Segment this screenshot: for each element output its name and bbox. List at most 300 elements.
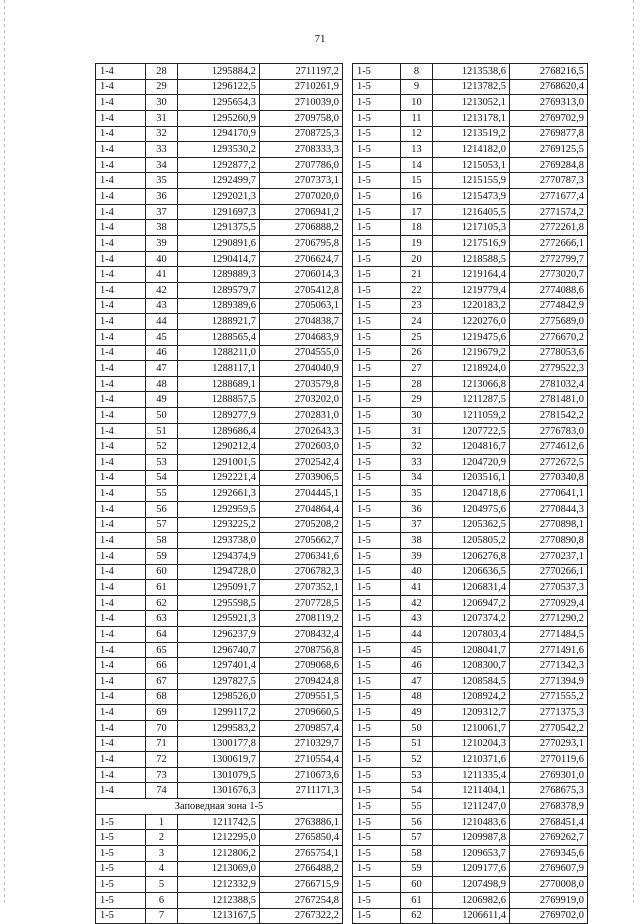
table-row bbox=[96, 767, 343, 783]
zone-cell: 1-4 bbox=[96, 533, 146, 549]
point-number-cell: 32 bbox=[146, 126, 178, 142]
y-coordinate-cell: 2702643,3 bbox=[260, 423, 343, 439]
table-row bbox=[96, 392, 343, 408]
zone-cell: 1-5 bbox=[96, 877, 146, 893]
y-coordinate-cell: 2775689,0 bbox=[510, 314, 588, 330]
table-row bbox=[353, 642, 588, 658]
point-number-cell: 73 bbox=[146, 767, 178, 783]
table-row bbox=[96, 110, 343, 126]
point-number-cell: 49 bbox=[401, 705, 433, 721]
point-number-cell: 11 bbox=[401, 110, 433, 126]
table-row bbox=[96, 720, 343, 736]
y-coordinate-cell: 2709857,4 bbox=[260, 720, 343, 736]
x-coordinate-cell: 1209987,8 bbox=[433, 830, 510, 846]
zone-cell: 1-5 bbox=[353, 361, 401, 377]
y-coordinate-cell: 2705063,1 bbox=[260, 298, 343, 314]
zone-cell: 1-4 bbox=[96, 611, 146, 627]
point-number-cell: 14 bbox=[401, 157, 433, 173]
table-row bbox=[96, 79, 343, 95]
zone-cell: 1-5 bbox=[353, 329, 401, 345]
x-coordinate-cell: 1219779,4 bbox=[433, 282, 510, 298]
zone-cell: 1-5 bbox=[353, 142, 401, 158]
x-coordinate-cell: 1292877,2 bbox=[178, 157, 260, 173]
table-row bbox=[353, 142, 588, 158]
x-coordinate-cell: 1292661,3 bbox=[178, 486, 260, 502]
table-row bbox=[96, 642, 343, 658]
table-row bbox=[353, 470, 588, 486]
y-coordinate-cell: 2706941,2 bbox=[260, 204, 343, 220]
y-coordinate-cell: 2704040,9 bbox=[260, 361, 343, 377]
point-number-cell: 68 bbox=[146, 689, 178, 705]
point-number-cell: 33 bbox=[146, 142, 178, 158]
table-row bbox=[96, 220, 343, 236]
y-coordinate-cell: 2770266,1 bbox=[510, 564, 588, 580]
zone-cell: 1-5 bbox=[353, 783, 401, 799]
point-number-cell: 38 bbox=[146, 220, 178, 236]
x-coordinate-cell: 1289579,7 bbox=[178, 282, 260, 298]
zone-cell: 1-5 bbox=[353, 689, 401, 705]
table-row bbox=[353, 64, 588, 80]
y-coordinate-cell: 2711197,2 bbox=[260, 64, 343, 80]
x-coordinate-cell: 1301079,5 bbox=[178, 767, 260, 783]
zone-cell: 1-4 bbox=[96, 267, 146, 283]
table-row bbox=[96, 314, 343, 330]
table-row bbox=[353, 189, 588, 205]
point-number-cell: 4 bbox=[146, 861, 178, 877]
point-number-cell: 21 bbox=[401, 267, 433, 283]
table-row bbox=[96, 830, 343, 846]
y-coordinate-cell: 2770641,1 bbox=[510, 486, 588, 502]
table-row bbox=[353, 627, 588, 643]
table-row bbox=[353, 705, 588, 721]
point-number-cell: 58 bbox=[401, 846, 433, 862]
x-coordinate-cell: 1213782,5 bbox=[433, 79, 510, 95]
zone-cell: 1-4 bbox=[96, 142, 146, 158]
x-coordinate-cell: 1213538,6 bbox=[433, 64, 510, 80]
y-coordinate-cell: 2708725,3 bbox=[260, 126, 343, 142]
zone-cell: 1-5 bbox=[353, 611, 401, 627]
table-row bbox=[96, 846, 343, 862]
x-coordinate-cell: 1297401,4 bbox=[178, 658, 260, 674]
table-row bbox=[96, 658, 343, 674]
table-row bbox=[96, 892, 343, 908]
zone-cell: 1-5 bbox=[353, 580, 401, 596]
table-row bbox=[96, 126, 343, 142]
y-coordinate-cell: 2765850,4 bbox=[260, 830, 343, 846]
x-coordinate-cell: 1204975,6 bbox=[433, 501, 510, 517]
x-coordinate-cell: 1290212,4 bbox=[178, 439, 260, 455]
x-coordinate-cell: 1203516,1 bbox=[433, 470, 510, 486]
point-number-cell: 72 bbox=[146, 752, 178, 768]
y-coordinate-cell: 2708756,8 bbox=[260, 642, 343, 658]
point-number-cell: 64 bbox=[146, 627, 178, 643]
x-coordinate-cell: 1290414,7 bbox=[178, 251, 260, 267]
point-number-cell: 56 bbox=[146, 501, 178, 517]
table-row bbox=[96, 142, 343, 158]
zone-cell: 1-4 bbox=[96, 64, 146, 80]
zone-cell: 1-5 bbox=[96, 846, 146, 862]
table-row bbox=[96, 236, 343, 252]
x-coordinate-cell: 1213519,2 bbox=[433, 126, 510, 142]
y-coordinate-cell: 2771290,2 bbox=[510, 611, 588, 627]
y-coordinate-cell: 2769301,0 bbox=[510, 767, 588, 783]
table-row bbox=[96, 627, 343, 643]
y-coordinate-cell: 2706888,2 bbox=[260, 220, 343, 236]
table-row bbox=[96, 877, 343, 893]
point-number-cell: 61 bbox=[146, 580, 178, 596]
x-coordinate-cell: 1219164,4 bbox=[433, 267, 510, 283]
y-coordinate-cell: 2770537,3 bbox=[510, 580, 588, 596]
y-coordinate-cell: 2781542,2 bbox=[510, 408, 588, 424]
x-coordinate-cell: 1288211,0 bbox=[178, 345, 260, 361]
x-coordinate-cell: 1293738,0 bbox=[178, 533, 260, 549]
y-coordinate-cell: 2765754,1 bbox=[260, 846, 343, 862]
table-row bbox=[96, 282, 343, 298]
table-row bbox=[96, 251, 343, 267]
x-coordinate-cell: 1292499,7 bbox=[178, 173, 260, 189]
y-coordinate-cell: 2769919,0 bbox=[510, 892, 588, 908]
point-number-cell: 58 bbox=[146, 533, 178, 549]
zone-cell: 1-5 bbox=[353, 376, 401, 392]
table-row bbox=[353, 892, 588, 908]
y-coordinate-cell: 2769125,5 bbox=[510, 142, 588, 158]
y-coordinate-cell: 2774088,6 bbox=[510, 282, 588, 298]
y-coordinate-cell: 2763886,1 bbox=[260, 814, 343, 830]
table-row bbox=[353, 79, 588, 95]
x-coordinate-cell: 1206947,2 bbox=[433, 595, 510, 611]
zone-cell: 1-4 bbox=[96, 314, 146, 330]
zone-cell: 1-4 bbox=[96, 783, 146, 799]
table-row bbox=[96, 533, 343, 549]
y-coordinate-cell: 2706782,3 bbox=[260, 564, 343, 580]
y-coordinate-cell: 2771375,3 bbox=[510, 705, 588, 721]
x-coordinate-cell: 1211287,5 bbox=[433, 392, 510, 408]
y-coordinate-cell: 2770237,1 bbox=[510, 548, 588, 564]
y-coordinate-cell: 2769262,7 bbox=[510, 830, 588, 846]
point-number-cell: 70 bbox=[146, 720, 178, 736]
x-coordinate-cell: 1208584,5 bbox=[433, 673, 510, 689]
point-number-cell: 2 bbox=[146, 830, 178, 846]
table-row bbox=[96, 376, 343, 392]
point-number-cell: 38 bbox=[401, 533, 433, 549]
zone-cell: 1-4 bbox=[96, 408, 146, 424]
x-coordinate-cell: 1207374,2 bbox=[433, 611, 510, 627]
table-row bbox=[353, 236, 588, 252]
point-number-cell: 71 bbox=[146, 736, 178, 752]
table-row bbox=[353, 611, 588, 627]
y-coordinate-cell: 2779522,3 bbox=[510, 361, 588, 377]
table-row bbox=[353, 110, 588, 126]
table-row bbox=[96, 501, 343, 517]
y-coordinate-cell: 2704864,4 bbox=[260, 501, 343, 517]
point-number-cell: 63 bbox=[146, 611, 178, 627]
x-coordinate-cell: 1295091,7 bbox=[178, 580, 260, 596]
x-coordinate-cell: 1289889,3 bbox=[178, 267, 260, 283]
table-row bbox=[96, 345, 343, 361]
zone-cell: 1-4 bbox=[96, 251, 146, 267]
point-number-cell: 22 bbox=[401, 282, 433, 298]
x-coordinate-cell: 1297827,5 bbox=[178, 673, 260, 689]
zone-cell: 1-4 bbox=[96, 173, 146, 189]
x-coordinate-cell: 1220183,2 bbox=[433, 298, 510, 314]
point-number-cell: 6 bbox=[146, 892, 178, 908]
table-row bbox=[96, 298, 343, 314]
x-coordinate-cell: 1291375,5 bbox=[178, 220, 260, 236]
zone-cell: 1-5 bbox=[96, 830, 146, 846]
x-coordinate-cell: 1208924,2 bbox=[433, 689, 510, 705]
x-coordinate-cell: 1207722,5 bbox=[433, 423, 510, 439]
table-row bbox=[96, 814, 343, 830]
x-coordinate-cell: 1291001,5 bbox=[178, 455, 260, 471]
point-number-cell: 61 bbox=[401, 892, 433, 908]
y-coordinate-cell: 2707728,5 bbox=[260, 595, 343, 611]
x-coordinate-cell: 1292021,3 bbox=[178, 189, 260, 205]
x-coordinate-cell: 1295598,5 bbox=[178, 595, 260, 611]
table-row bbox=[96, 548, 343, 564]
zone-cell: 1-4 bbox=[96, 189, 146, 205]
zone-cell: 1-4 bbox=[96, 517, 146, 533]
table-row bbox=[96, 455, 343, 471]
x-coordinate-cell: 1211247,0 bbox=[433, 799, 510, 815]
table-row bbox=[353, 767, 588, 783]
x-coordinate-cell: 1289389,6 bbox=[178, 298, 260, 314]
table-row bbox=[353, 126, 588, 142]
x-coordinate-cell: 1206636,5 bbox=[433, 564, 510, 580]
table-row bbox=[96, 157, 343, 173]
table-row bbox=[353, 908, 588, 924]
zone-cell: 1-5 bbox=[353, 423, 401, 439]
point-number-cell: 59 bbox=[146, 548, 178, 564]
zone-cell: 1-4 bbox=[96, 673, 146, 689]
point-number-cell: 51 bbox=[401, 736, 433, 752]
zone-cell: 1-4 bbox=[96, 642, 146, 658]
x-coordinate-cell: 1211059,2 bbox=[433, 408, 510, 424]
x-coordinate-cell: 1211404,1 bbox=[433, 783, 510, 799]
x-coordinate-cell: 1215155,9 bbox=[433, 173, 510, 189]
y-coordinate-cell: 2767254,8 bbox=[260, 892, 343, 908]
table-row bbox=[353, 329, 588, 345]
zone-cell: 1-4 bbox=[96, 486, 146, 502]
y-coordinate-cell: 2773020,7 bbox=[510, 267, 588, 283]
point-number-cell: 65 bbox=[146, 642, 178, 658]
point-number-cell: 43 bbox=[146, 298, 178, 314]
point-number-cell: 30 bbox=[146, 95, 178, 111]
x-coordinate-cell: 1213167,5 bbox=[178, 908, 260, 924]
table-row bbox=[96, 361, 343, 377]
y-coordinate-cell: 2770787,3 bbox=[510, 173, 588, 189]
point-number-cell: 34 bbox=[401, 470, 433, 486]
y-coordinate-cell: 2708119,2 bbox=[260, 611, 343, 627]
x-coordinate-cell: 1288689,1 bbox=[178, 376, 260, 392]
y-coordinate-cell: 2768451,4 bbox=[510, 814, 588, 830]
zone-cell: 1-4 bbox=[96, 501, 146, 517]
table-row bbox=[96, 64, 343, 80]
y-coordinate-cell: 2770844,3 bbox=[510, 501, 588, 517]
zone-cell: 1-4 bbox=[96, 95, 146, 111]
x-coordinate-cell: 1213066,8 bbox=[433, 376, 510, 392]
table-row bbox=[96, 705, 343, 721]
zone-cell: 1-4 bbox=[96, 767, 146, 783]
y-coordinate-cell: 2768378,9 bbox=[510, 799, 588, 815]
zone-cell: 1-4 bbox=[96, 689, 146, 705]
point-number-cell: 53 bbox=[401, 767, 433, 783]
x-coordinate-cell: 1300177,8 bbox=[178, 736, 260, 752]
point-number-cell: 35 bbox=[146, 173, 178, 189]
y-coordinate-cell: 2771677,4 bbox=[510, 189, 588, 205]
point-number-cell: 54 bbox=[146, 470, 178, 486]
point-number-cell: 31 bbox=[146, 110, 178, 126]
zone-cell: 1-4 bbox=[96, 392, 146, 408]
y-coordinate-cell: 2771394,9 bbox=[510, 673, 588, 689]
zone-cell: 1-5 bbox=[353, 173, 401, 189]
zone-cell: 1-4 bbox=[96, 720, 146, 736]
x-coordinate-cell: 1219475,6 bbox=[433, 329, 510, 345]
table-row bbox=[96, 861, 343, 877]
y-coordinate-cell: 2766715,9 bbox=[260, 877, 343, 893]
x-coordinate-cell: 1299117,2 bbox=[178, 705, 260, 721]
point-number-cell: 42 bbox=[146, 282, 178, 298]
table-row bbox=[353, 501, 588, 517]
y-coordinate-cell: 2768675,3 bbox=[510, 783, 588, 799]
point-number-cell: 8 bbox=[401, 64, 433, 80]
zone-cell: 1-5 bbox=[353, 752, 401, 768]
x-coordinate-cell: 1208300,7 bbox=[433, 658, 510, 674]
zone-cell: 1-4 bbox=[96, 455, 146, 471]
table-row bbox=[353, 282, 588, 298]
y-coordinate-cell: 2772672,5 bbox=[510, 455, 588, 471]
x-coordinate-cell: 1208041,7 bbox=[433, 642, 510, 658]
zone-cell: 1-4 bbox=[96, 470, 146, 486]
point-number-cell: 46 bbox=[146, 345, 178, 361]
table-row bbox=[353, 376, 588, 392]
point-number-cell: 66 bbox=[146, 658, 178, 674]
x-coordinate-cell: 1207498,9 bbox=[433, 877, 510, 893]
y-coordinate-cell: 2772666,1 bbox=[510, 236, 588, 252]
zone-cell: 1-5 bbox=[353, 204, 401, 220]
table-row bbox=[353, 95, 588, 111]
table-row bbox=[353, 157, 588, 173]
y-coordinate-cell: 2770898,1 bbox=[510, 517, 588, 533]
y-coordinate-cell: 2708432,4 bbox=[260, 627, 343, 643]
y-coordinate-cell: 2707786,0 bbox=[260, 157, 343, 173]
x-coordinate-cell: 1217105,3 bbox=[433, 220, 510, 236]
zone-cell: 1-5 bbox=[353, 408, 401, 424]
x-coordinate-cell: 1206982,6 bbox=[433, 892, 510, 908]
point-number-cell: 60 bbox=[401, 877, 433, 893]
point-number-cell: 37 bbox=[401, 517, 433, 533]
zone-cell: 1-5 bbox=[353, 846, 401, 862]
zone-cell: 1-5 bbox=[96, 814, 146, 830]
table-row bbox=[96, 752, 343, 768]
table-row bbox=[353, 564, 588, 580]
zone-cell: 1-5 bbox=[353, 267, 401, 283]
table-row bbox=[96, 267, 343, 283]
table-row bbox=[96, 517, 343, 533]
table-row bbox=[96, 329, 343, 345]
zone-cell: 1-4 bbox=[96, 110, 146, 126]
section-header-row bbox=[96, 799, 343, 815]
y-coordinate-cell: 2768216,5 bbox=[510, 64, 588, 80]
point-number-cell: 25 bbox=[401, 329, 433, 345]
x-coordinate-cell: 1210371,6 bbox=[433, 752, 510, 768]
x-coordinate-cell: 1214182,0 bbox=[433, 142, 510, 158]
y-coordinate-cell: 2704683,9 bbox=[260, 329, 343, 345]
point-number-cell: 37 bbox=[146, 204, 178, 220]
point-number-cell: 49 bbox=[146, 392, 178, 408]
point-number-cell: 57 bbox=[401, 830, 433, 846]
y-coordinate-cell: 2710673,6 bbox=[260, 767, 343, 783]
table-row bbox=[353, 345, 588, 361]
table-row bbox=[353, 814, 588, 830]
zone-cell: 1-4 bbox=[96, 282, 146, 298]
table-row bbox=[353, 314, 588, 330]
x-coordinate-cell: 1212806,2 bbox=[178, 846, 260, 862]
table-row bbox=[96, 189, 343, 205]
point-number-cell: 74 bbox=[146, 783, 178, 799]
zone-cell: 1-5 bbox=[353, 877, 401, 893]
y-coordinate-cell: 2769313,0 bbox=[510, 95, 588, 111]
zone-cell: 1-5 bbox=[353, 627, 401, 643]
table-row bbox=[353, 267, 588, 283]
y-coordinate-cell: 2705662,7 bbox=[260, 533, 343, 549]
point-number-cell: 3 bbox=[146, 846, 178, 862]
zone-cell: 1-5 bbox=[353, 548, 401, 564]
table-row bbox=[96, 486, 343, 502]
x-coordinate-cell: 1295884,2 bbox=[178, 64, 260, 80]
x-coordinate-cell: 1204816,7 bbox=[433, 439, 510, 455]
y-coordinate-cell: 2704838,7 bbox=[260, 314, 343, 330]
zone-cell: 1-5 bbox=[353, 705, 401, 721]
table-row bbox=[96, 564, 343, 580]
point-number-cell: 30 bbox=[401, 408, 433, 424]
table-row bbox=[96, 580, 343, 596]
coordinates-table-left-body bbox=[96, 64, 343, 924]
point-number-cell: 50 bbox=[146, 408, 178, 424]
point-number-cell: 15 bbox=[401, 173, 433, 189]
y-coordinate-cell: 2770293,1 bbox=[510, 736, 588, 752]
point-number-cell: 9 bbox=[401, 79, 433, 95]
point-number-cell: 28 bbox=[401, 376, 433, 392]
zone-cell: 1-4 bbox=[96, 361, 146, 377]
point-number-cell: 48 bbox=[146, 376, 178, 392]
zone-cell: 1-5 bbox=[353, 595, 401, 611]
x-coordinate-cell: 1212295,0 bbox=[178, 830, 260, 846]
y-coordinate-cell: 2771491,6 bbox=[510, 642, 588, 658]
y-coordinate-cell: 2771484,5 bbox=[510, 627, 588, 643]
point-number-cell: 19 bbox=[401, 236, 433, 252]
x-coordinate-cell: 1209312,7 bbox=[433, 705, 510, 721]
x-coordinate-cell: 1294374,9 bbox=[178, 548, 260, 564]
zone-cell: 1-5 bbox=[353, 236, 401, 252]
zone-cell: 1-5 bbox=[353, 830, 401, 846]
x-coordinate-cell: 1289686,4 bbox=[178, 423, 260, 439]
zone-cell: 1-5 bbox=[353, 470, 401, 486]
point-number-cell: 46 bbox=[401, 658, 433, 674]
y-coordinate-cell: 2710039,0 bbox=[260, 95, 343, 111]
x-coordinate-cell: 1206831,4 bbox=[433, 580, 510, 596]
x-coordinate-cell: 1204720,9 bbox=[433, 455, 510, 471]
zone-cell: 1-5 bbox=[353, 486, 401, 502]
y-coordinate-cell: 2709660,5 bbox=[260, 705, 343, 721]
x-coordinate-cell: 1288921,7 bbox=[178, 314, 260, 330]
zone-cell: 1-5 bbox=[353, 345, 401, 361]
x-coordinate-cell: 1212388,5 bbox=[178, 892, 260, 908]
point-number-cell: 54 bbox=[401, 783, 433, 799]
coordinates-table-right-body bbox=[353, 64, 588, 924]
point-number-cell: 48 bbox=[401, 689, 433, 705]
point-number-cell: 41 bbox=[146, 267, 178, 283]
table-row bbox=[96, 673, 343, 689]
